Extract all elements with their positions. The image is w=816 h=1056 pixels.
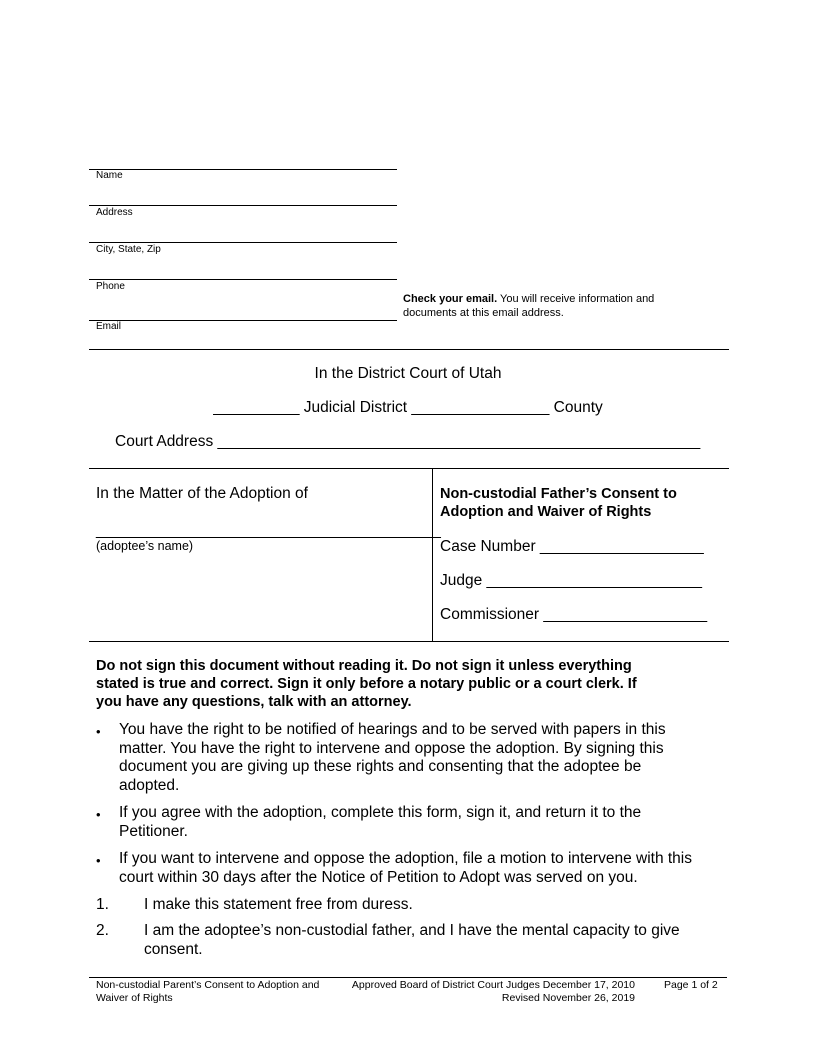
adoptee-name-blank: ________________________________________ [96,522,441,539]
email-line [89,320,397,321]
caption-bottom-line [89,641,729,642]
statement-text: I make this statement free from duress. [144,896,413,913]
bullet-symbol: • [96,724,101,739]
warning-line1: Do not sign this document without reading it. Do not sign it unless everything [96,658,632,674]
bullet-symbol: • [96,853,101,868]
court-title: In the District Court of Utah [314,365,502,382]
address-label: Address [96,207,133,218]
form-title-line2: Adoption and Waiver of Rights [440,503,652,520]
footer-approved-line1: Approved Board of District Court Judges December 17, 2010 [351,979,635,991]
caption-divider [432,468,433,641]
bullet-item [119,721,719,795]
email-note-line1: You will receive information and [497,293,655,305]
caption-top-line [89,468,729,469]
bullet-symbol: • [96,807,101,822]
bullet-line: If you agree with the adoption, complete this form, sign it, and return it to the [119,804,642,821]
city-line [89,242,397,243]
footer-line [89,977,727,978]
address-line [89,205,397,206]
statement-line: I am the adoptee’s non-custodial father, and I have the mental capacity to give [144,922,680,939]
bullet-item [119,850,719,887]
footer-revised-line: Revised November 26, 2019 [501,991,635,1004]
footer-form-name-line2: Waiver of Rights [96,991,173,1004]
adoptee-label: (adoptee’s name) [96,539,194,553]
footer-page-number: Page 1 of 2 [664,979,718,991]
phone-line [89,279,397,280]
name-line [89,169,397,170]
name-label: Name [96,170,123,181]
phone-label: Phone [96,281,125,292]
bullet-line: matter. You have the right to intervene and oppose the adoption. By signing this [119,739,664,757]
email-note-bold: Check your email. [403,293,498,305]
bullet-line: document you are giving up these rights and consenting that the adoptee be [119,758,642,775]
warning-line2: stated is true and correct. Sign it only before a notary public or a court clerk. If [96,676,637,692]
statement-number: 2. [96,922,109,939]
form-title [440,486,677,521]
footer-form-name-line1: Non-custodial Parent’s Consent to Adoption and [96,979,320,991]
email-label: Email [96,321,122,332]
form-title-line1: Non-custodial Father’s Consent to [440,486,677,502]
section-divider-top [89,349,729,350]
bullet-line: If you want to intervene and oppose the adoption, file a motion to intervene with this [119,850,693,867]
matter-label: In the Matter of the Adoption of [96,485,308,502]
warning-text [96,657,736,711]
warning-line3: you have any questions, talk with an attorney. [96,694,412,710]
judge-field: Judge _________________________ [440,572,703,589]
bullet-line: You have the right to be notified of hearings and to be served with papers in this [119,721,666,738]
footer-form-name [96,979,319,1004]
case-number-field: Case Number ___________________ [440,538,704,555]
email-note [403,292,723,320]
district-line: __________ Judicial District ________________ County [213,399,603,416]
bullet-line: Petitioner. [119,822,188,840]
bullet-line: court within 30 days after the Notice of Petition to Adopt was served on you. [119,868,638,886]
bullet-line: adopted. [119,776,180,794]
footer-approved [340,979,635,1004]
bullet-item [119,804,719,841]
commissioner-field: Commissioner ___________________ [440,606,708,623]
city-label: City, State, Zip [96,244,161,255]
statement-text [144,922,734,959]
email-note-line2: documents at this email address. [403,307,564,319]
court-address-line: Court Address ________________________________________________________ [115,433,701,450]
statement-number: 1. [96,896,109,913]
statement-line: consent. [144,940,203,958]
